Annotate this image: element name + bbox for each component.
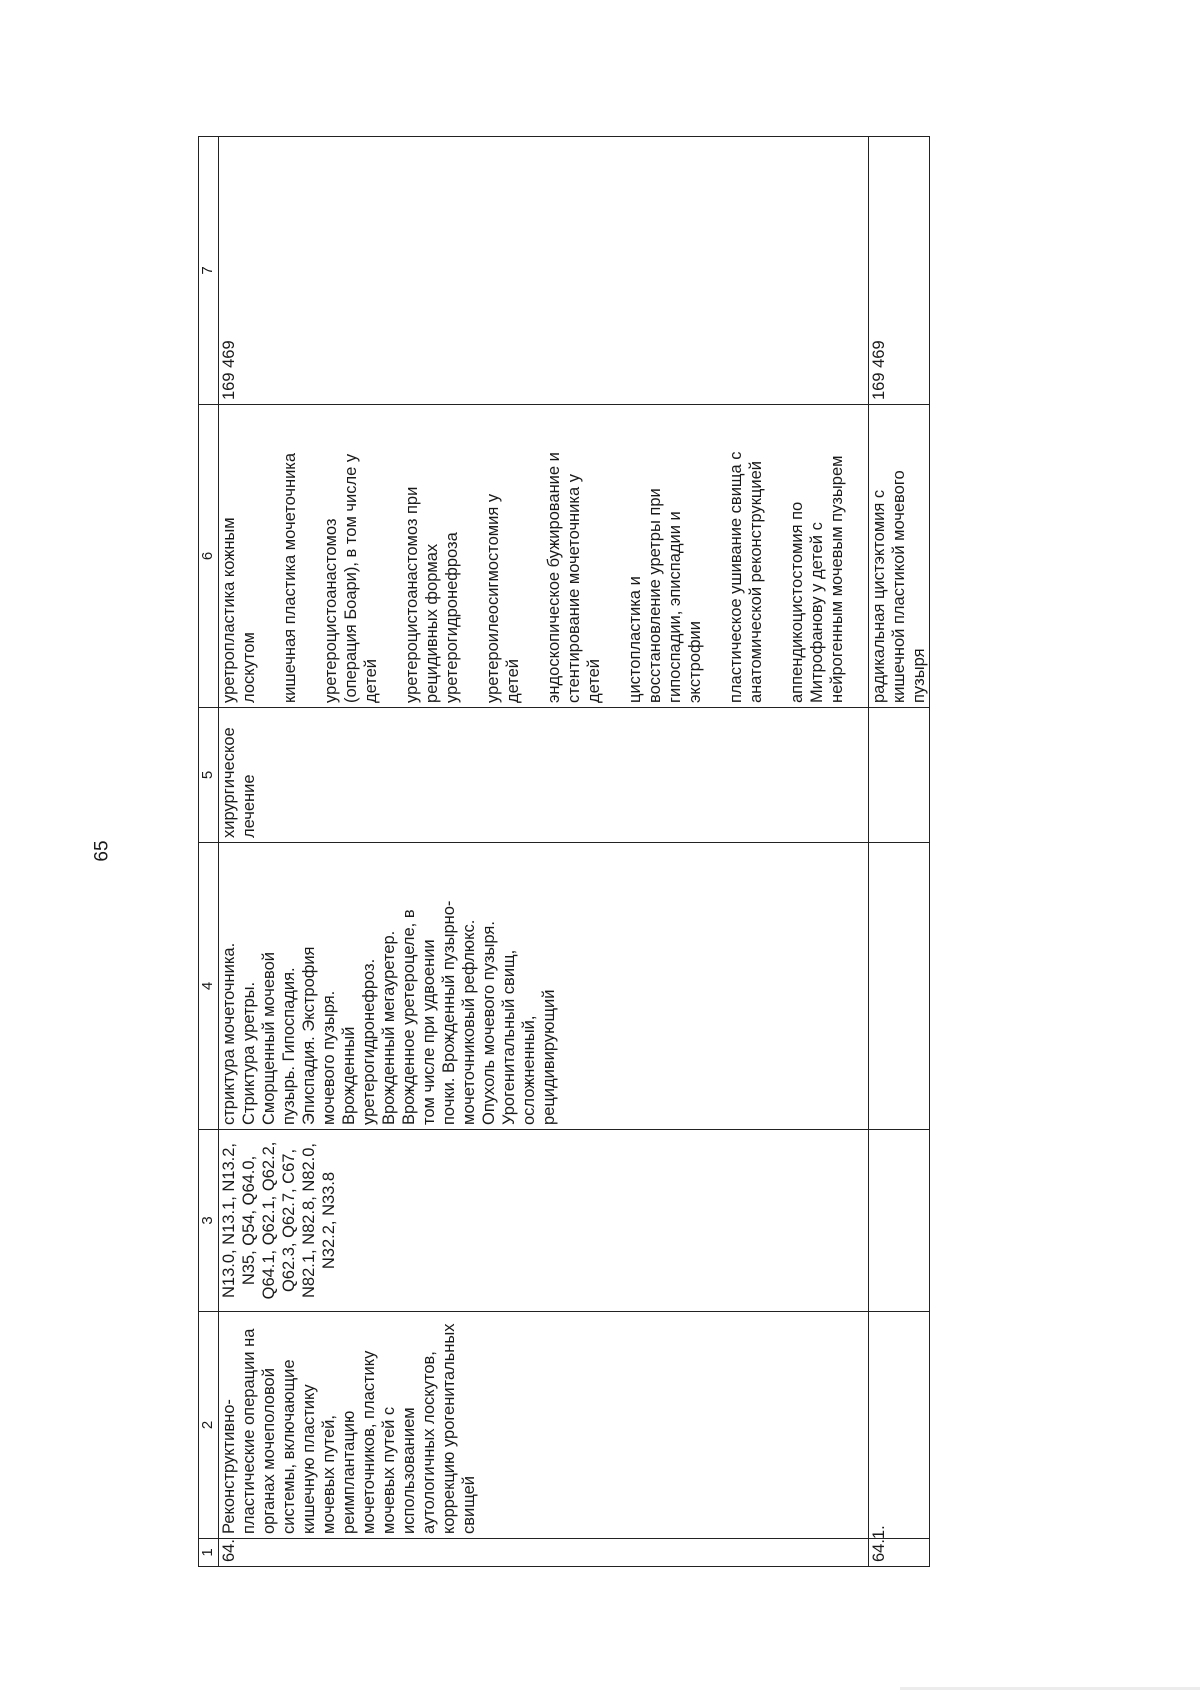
- table-row-64: [219, 137, 869, 1567]
- cost-value: 169 469: [869, 137, 930, 405]
- procedures-table: [198, 136, 930, 1567]
- procedure-item: эндоскопическое бужирование и стентирование мочеточника у детей: [545, 452, 603, 703]
- row-number: 64.1.: [869, 1539, 930, 1567]
- header-row: [199, 137, 219, 1567]
- header-col-4: 4: [199, 843, 219, 1130]
- cost-value: 169 469: [219, 137, 869, 405]
- header-col-1: 1: [199, 1539, 219, 1567]
- treatment-type: хирургическое лечение: [219, 708, 869, 843]
- header-col-7: 7: [199, 137, 219, 405]
- rotated-table-wrapper: [198, 137, 930, 1567]
- header-col-3: 3: [199, 1130, 219, 1312]
- procedure-list: [869, 405, 930, 708]
- procedure-item: пластическое ушивание свища с анатомической реконструкцией: [727, 451, 765, 703]
- procedure-item: цистопластика и восстановление уретры при гипоспадии, эписпадии и экстрофии: [626, 488, 704, 703]
- header-col-2: 2: [199, 1312, 219, 1539]
- header-col-5: 5: [199, 708, 219, 843]
- procedure-item: кишечная пластика мочеточника: [281, 452, 299, 703]
- page-number: 65: [91, 840, 113, 862]
- icd-codes: N13.0, N13.1, N13.2, N35, Q54, Q64.0, Q64.1, Q62.1, Q62.2, Q62.3, Q62.7, C67, N82.1, N82.8, N82.0, N32.2, N33.8: [219, 1130, 869, 1312]
- procedure-list: [219, 405, 869, 708]
- treatment-type: [869, 708, 930, 843]
- procedure-item: аппендикоцистостомия по Митрофанову у детей с нейрогенным мочевым пузырем: [788, 455, 846, 703]
- icd-codes: [869, 1130, 930, 1312]
- procedure-item: радикальная цистэктомия с кишечной пластикой мочевого пузыря: [870, 470, 928, 703]
- procedure-group-name: Реконструктивно- пластические операции на органах мочеполовой системы, включающие кишечную пластику мочевых путей, реимплантацию мочеточников, пластику мочевых путей с использованием аутологичных лоскутов, коррекцию урогенитальных свищей: [219, 1312, 869, 1539]
- procedure-item: уретероилеосигмостомия у детей: [484, 493, 522, 703]
- row-number: 64.: [219, 1539, 869, 1567]
- header-col-6: 6: [199, 405, 219, 708]
- procedure-group-name: [869, 1312, 930, 1539]
- table-row-64-1: [869, 137, 930, 1567]
- diagnosis-description: стриктура мочеточника. Стриктура уретры. Сморщенный мочевой пузырь. Гипоспадия. Эписпадия. Экстрофия мочевого пузыря. Врожденный уретерогидронефроз. Врожденный мегауретер. Врожденное уретероцеле, в том числе при удвоении почки. Врожденный пузырно- мочеточниковый рефлюкс. Опухоль мочевого пузыря. Урогенитальный свищ, осложненный, рецидивирующий: [219, 843, 869, 1130]
- scan-edge-artifact: [900, 1687, 1200, 1690]
- procedure-item: уретероцистоанастомоз при рецидивных формах уретерогидронефроза: [403, 486, 461, 703]
- procedure-item: уретропластика кожным лоскутом: [220, 517, 258, 703]
- procedure-item: уретероцистоанастомоз (операция Боари), в том числе у детей: [322, 453, 380, 703]
- diagnosis-description: [869, 843, 930, 1130]
